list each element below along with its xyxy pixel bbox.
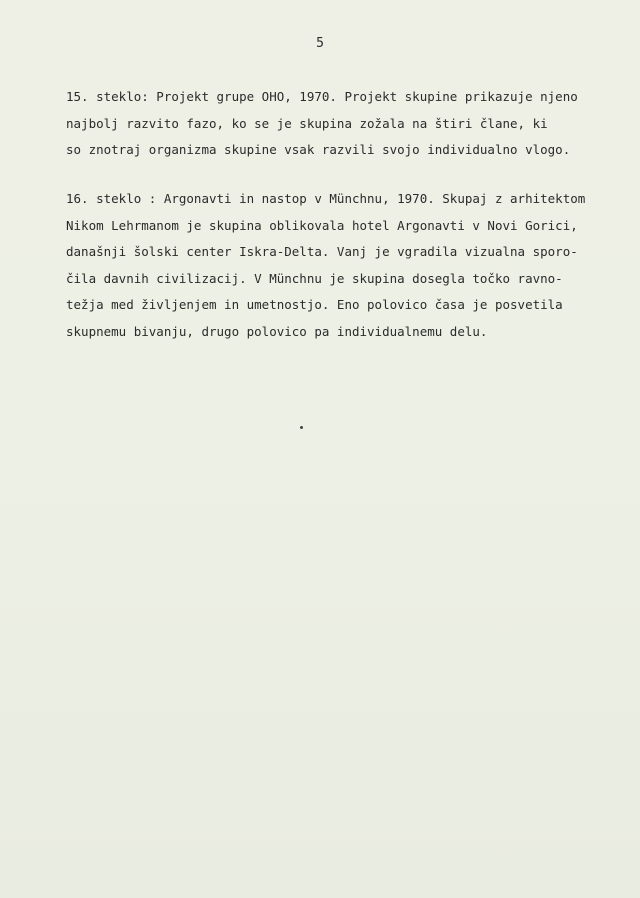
text-line: Nikom Lehrmanom je skupina oblikovala hotel Argonavti v Novi Gorici, <box>66 217 578 233</box>
page-number: 5 <box>316 36 324 51</box>
text-line: današnji šolski center Iskra-Delta. Vanj je vgradila vizualna sporo- <box>66 244 578 259</box>
paragraph-steklo-16 <box>66 186 626 345</box>
text-line: so znotraj organizma skupine vsak razvili svojo individualno vlogo. <box>66 142 571 157</box>
text-line: 16. steklo : Argonavti in nastop v Münchnu, 1970. Skupaj z arhitektom <box>66 191 586 206</box>
text-line: težja med življenjem in umetnostjo. Eno polovico časa je posvetila <box>66 297 563 312</box>
ink-speck <box>300 426 303 429</box>
paragraph-steklo-15 <box>66 84 626 164</box>
text-line: 15. steklo: Projekt grupe OHO, 1970. Projekt skupine prikazuje njeno <box>66 89 578 104</box>
text-line: najbolj razvito fazo, ko se je skupina zožala na štiri člane, ki <box>66 115 548 131</box>
text-line: čila davnih civilizacij. V Münchnu je skupina dosegla točko ravno- <box>66 270 563 286</box>
text-line: skupnemu bivanju, drugo polovico pa individualnemu delu. <box>66 323 488 339</box>
